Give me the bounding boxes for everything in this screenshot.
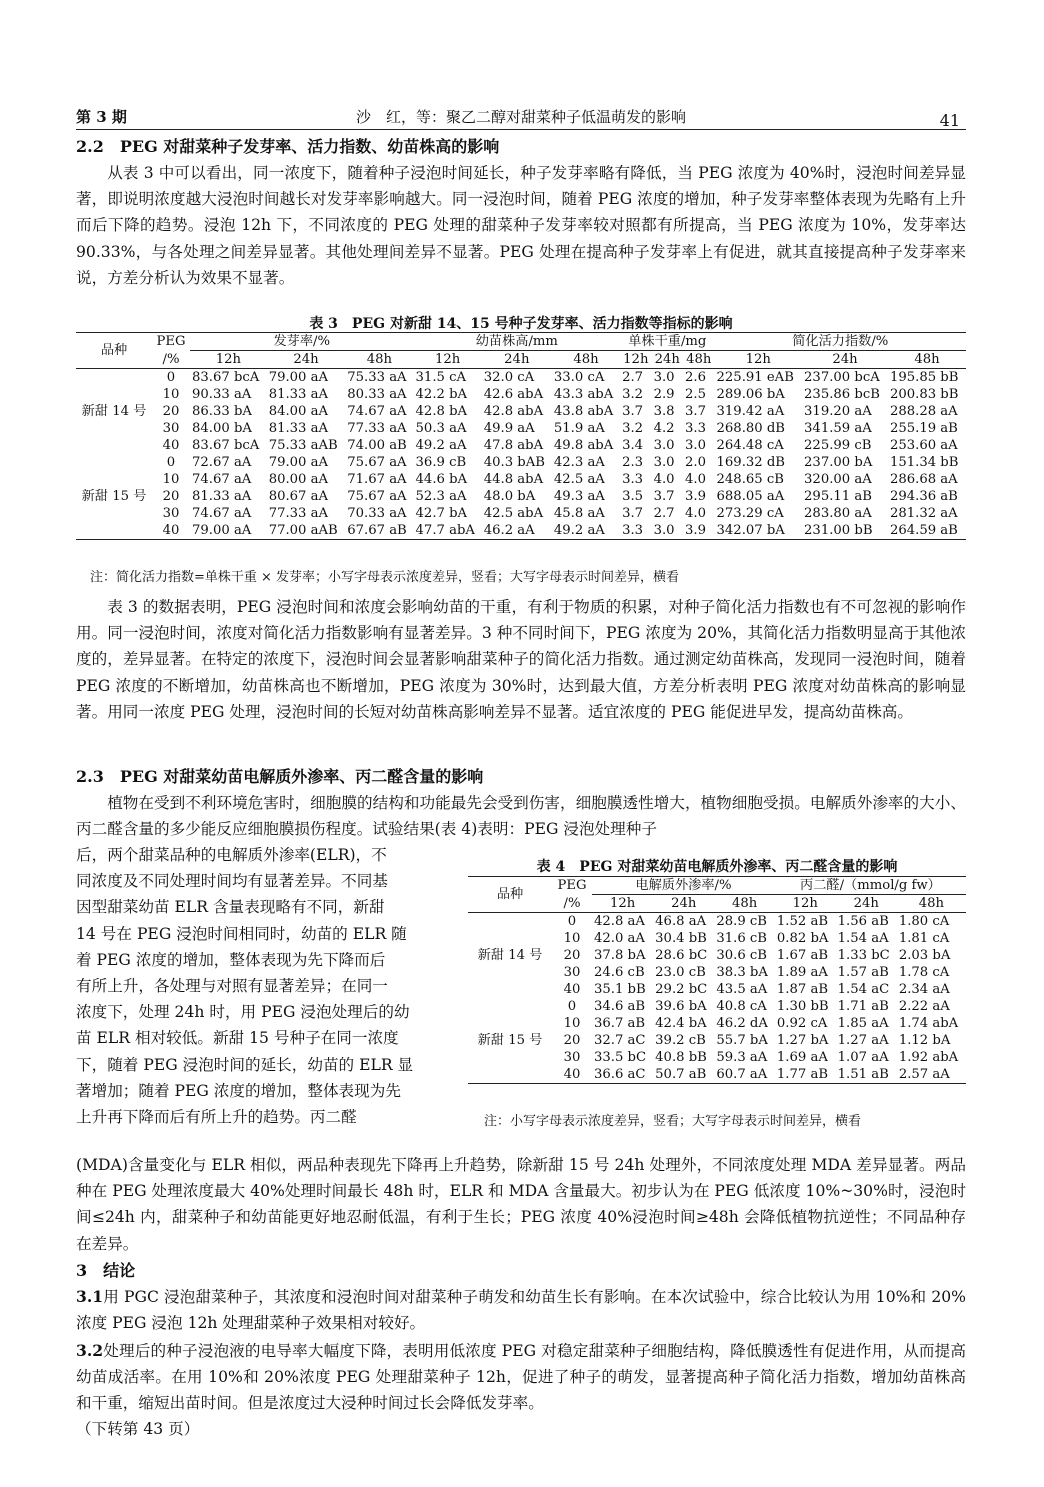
t4-cell: 0	[567, 914, 577, 929]
t3-cell: 3.5	[622, 489, 644, 504]
conclusion-3-1-number: 3.1	[76, 1287, 104, 1306]
t3-cell: 44.6 bA	[415, 472, 468, 487]
t4-cell: 1.27 aA	[837, 1033, 889, 1048]
t3-cell: 52.3 aA	[415, 489, 467, 504]
t3-cell: 47.8 abA	[483, 438, 544, 453]
t3-cell: 80.00 aA	[268, 472, 329, 487]
t4-cell: 36.6 aC	[594, 1067, 646, 1082]
t3-cell: 77.33 aA	[268, 506, 329, 521]
t3-cell: 3.2	[622, 421, 644, 436]
t3-cell: 4.0	[685, 472, 707, 487]
t4-time: 48h	[918, 896, 945, 911]
conclusion-3-1-text: 用 PGC 浸泡甜菜种子，其浓度和浸泡时间对甜菜种子萌发和幼苗生长有影响。在本次试验中，综合比较认为用 10%和 20%浓度 PEG 浸泡 12h 处理甜菜种子效果相对较好。	[76, 1288, 966, 1333]
t3-cell: 36.9 cB	[415, 455, 467, 470]
side-column-line: 后，两个甜菜品种的电解质外渗率(ELR)，不	[76, 846, 387, 864]
t4-time: 48h	[731, 896, 758, 911]
t3-cell: 42.8 abA	[483, 404, 544, 419]
t3-cell: 42.5 aA	[553, 472, 605, 487]
side-column-line: 著增加；随着 PEG 浓度的增加，整体表现为先	[76, 1081, 401, 1100]
t4-cell: 0.92 cA	[776, 1016, 828, 1031]
t3-cell: 3.9	[685, 523, 707, 538]
side-column-line: 因型甜菜幼苗 ELR 含量表现略有不同，新甜	[76, 898, 385, 917]
table-3-note: 注：简化活力指数=单株干重 × 发芽率；小写字母表示浓度差异，竖看；大写字母表示时间差异，横看	[90, 570, 680, 585]
t3-row	[76, 488, 966, 505]
t3-col-peg: PEG	[156, 333, 186, 349]
t3-variety-cell: 新甜 15 号	[81, 489, 147, 504]
t3-time: 12h	[215, 352, 241, 367]
t4-cell: 2.22 aA	[898, 999, 950, 1014]
t4-cell: 1.30 bB	[776, 999, 829, 1014]
t4-cell: 42.0 aA	[594, 931, 645, 946]
t3-cell: 67.67 aB	[347, 523, 407, 538]
t3-cell: 32.0 cA	[483, 370, 535, 385]
t3-cell: 40.3 bAB	[483, 455, 545, 470]
t3-cell: 74.67 aA	[347, 404, 407, 419]
t3-cell: 225.99 cB	[804, 438, 872, 453]
t4-cell: 30	[563, 1050, 581, 1065]
t4-cell: 1.92 abA	[898, 1050, 959, 1065]
t4-cell: 39.2 cB	[655, 1033, 706, 1048]
t3-cell: 42.6 abA	[483, 387, 544, 402]
t3-cell: 42.8 bA	[415, 404, 468, 419]
t4-cell: 1.52 aB	[776, 914, 829, 929]
t4-cell: 38.3 bA	[716, 965, 768, 980]
t3-row	[76, 437, 966, 454]
t3-cell: 83.67 bcA	[192, 438, 260, 453]
t3-cell: 49.8 abA	[553, 438, 614, 453]
t3-cell: 3.3	[622, 523, 644, 538]
t3-cell: 2.0	[685, 455, 707, 470]
running-title: 沙 红，等：聚乙二醇对甜菜种子低温萌发的影响	[355, 108, 686, 126]
t3-cell: 3.9	[685, 489, 707, 504]
t3-cell: 3.0	[685, 438, 707, 453]
t4-cell: 46.2 dA	[716, 1016, 768, 1031]
t4-group-elr: 电解质外渗率/%	[592, 877, 775, 895]
t4-cell: 29.2 bC	[655, 982, 708, 997]
t3-cell: 0	[166, 455, 176, 470]
t3-cell: 75.67 aA	[347, 455, 407, 470]
t3-cell: 31.5 cA	[415, 370, 467, 385]
t3-cell: 80.33 aA	[347, 387, 407, 402]
t3-row	[76, 471, 966, 488]
t3-cell: 43.8 abA	[553, 404, 614, 419]
t3-time: 48h	[914, 352, 940, 367]
table-3	[76, 332, 966, 540]
t3-time: 12h	[623, 352, 649, 367]
t3-row	[76, 420, 966, 437]
t3-cell: 79.00 aA	[268, 455, 329, 470]
t3-cell: 264.59 aB	[889, 523, 958, 538]
side-column-line: 上升再下降而后有所上升的趋势。丙二醛	[76, 1108, 357, 1127]
section-2-2-paragraph-2: 表 3 的数据表明，PEG 浸泡时间和浓度会影响幼苗的干重，有利于物质的积累，对种子简化活力指数也有不可忽视的影响作用。同一浸泡时间，浓度对简化活力指数影响有显著差异。3 种不同时间下，PEG 浓度为 20%，其简化活力指数明显高于其他浓度的，差异显著。在特定的浓度下，浸泡时间会显著影响甜菜种子的简化活力指数。通过测定幼苗株高，发现同一浸泡时间，随着 PEG 浓度的不断增加，幼苗株高也不断增加，PEG 浓度为 30%时，达到最大值，方差分析表明 PEG 浓度对幼苗株高的影响显著。用同一浓度 PEG 处理，浸泡时间的长短对幼苗株高影响差异不显著。适宜浓度的 PEG 能促进早发，提高幼苗株高。	[76, 598, 966, 721]
t3-cell: 4.0	[685, 506, 707, 521]
t3-cell: 47.7 abA	[415, 523, 475, 538]
t3-cell: 235.86 bcB	[804, 387, 880, 402]
section-2-2-paragraph-1: 从表 3 中可以看出，同一浓度下，随着种子浸泡时间延长，种子发芽率略有降低，当 PEG 浓度为 40%时，浸泡时间差异显著，即说明浓度越大浸泡时间越长对发芽率影响越大。同一浸泡时间，随着 PEG 浓度的增加，种子发芽率整体表现为先略有上升而后下降的趋势。浸泡 12h 下，不同浓度的 PEG 处理的甜菜种子发芽率较对照都有所提高，当 PEG 浓度为 10%，发芽率达 90.33%，与各处理之间差异显著。其他处理间差异不显著。PEG 处理在提高种子发芽率上有促进，就其直接提高种子发芽率来说，方差分析认为效果不显著。	[76, 164, 966, 287]
t3-cell: 81.33 aA	[268, 421, 329, 436]
t3-group-dryweight: 单株干重/mg	[620, 333, 714, 351]
t4-cell: 50.7 aB	[655, 1067, 707, 1082]
t4-time: 24h	[853, 896, 879, 911]
t3-cell: 342.07 bA	[716, 523, 785, 538]
t3-cell: 3.7	[685, 404, 707, 419]
t4-cell: 1.77 aB	[776, 1067, 829, 1082]
t4-cell: 1.87 aB	[776, 982, 829, 997]
t3-cell: 30	[162, 421, 180, 436]
t3-cell: 3.8	[653, 404, 675, 419]
t4-variety-cell: 新甜 14 号	[477, 948, 543, 963]
t3-cell: 3.0	[653, 455, 675, 470]
t3-cell: 45.8 aA	[553, 506, 605, 521]
t3-cell: 49.9 aA	[483, 421, 535, 436]
t4-cell: 33.5 bC	[594, 1050, 647, 1065]
t3-cell: 48.0 bA	[483, 489, 536, 504]
t4-cell: 39.6 bA	[655, 999, 707, 1014]
section-2-3-paragraph-1: 植物在受到不利环境危害时，细胞膜的结构和功能最先会受到伤害，细胞膜透性增大，植物细胞受损。电解质外渗率的大小、丙二醛含量的多少能反应细胞膜损伤程度。试验结果(表 4)表明：PEG 浸泡处理种子	[76, 794, 966, 839]
t3-cell: 3.7	[653, 489, 675, 504]
t4-cell: 40.8 bB	[655, 1050, 707, 1065]
t3-cell: 84.00 aA	[268, 404, 329, 419]
t3-group-vigor: 简化活力指数/%	[715, 333, 966, 351]
t3-cell: 200.83 bB	[889, 387, 959, 402]
t3-cell: 225.91 eAB	[716, 370, 794, 385]
t3-cell: 169.32 dB	[716, 455, 785, 470]
side-column-line: 浓度下，处理 24h 时，用 PEG 浸泡处理后的幼	[76, 1003, 410, 1022]
continued-note: （下转第 43 页）	[76, 1420, 200, 1438]
t3-cell: 72.67 aA	[192, 455, 252, 470]
t3-row	[76, 386, 966, 403]
t4-cell: 1.71 aB	[837, 999, 889, 1014]
t3-cell: 248.65 cB	[716, 472, 784, 487]
t3-cell: 319.20 aA	[804, 404, 872, 419]
t4-cell: 31.6 cB	[716, 931, 767, 946]
t3-cell: 74.00 aB	[347, 438, 407, 453]
t3-cell: 40	[162, 438, 180, 453]
t4-cell: 30	[563, 965, 581, 980]
t3-cell: 2.5	[685, 387, 707, 402]
t3-cell: 3.7	[622, 506, 644, 521]
t4-cell: 1.69 aA	[776, 1050, 828, 1065]
t4-cell: 1.51 aB	[837, 1067, 889, 1082]
t4-cell: 36.7 aB	[594, 1016, 646, 1031]
t3-cell: 83.67 bcA	[192, 370, 260, 385]
t3-variety-cell: 新甜 14 号	[81, 404, 147, 419]
t3-cell: 43.3 abA	[553, 387, 614, 402]
t3-cell: 79.00 aA	[268, 370, 329, 385]
t3-cell: 319.42 aA	[716, 404, 785, 419]
table-4-note: 注：小写字母表示浓度差异，竖看；大写字母表示时间差异，横看	[484, 1114, 862, 1129]
t3-col-variety: 品种	[100, 343, 128, 358]
t4-cell: 10	[563, 1016, 581, 1031]
t3-cell: 2.7	[653, 506, 675, 521]
t3-cell: 2.9	[653, 387, 675, 402]
t3-col-peg-unit: /%	[162, 351, 180, 367]
t3-cell: 3.0	[653, 370, 675, 385]
t3-time: 12h	[435, 352, 461, 367]
t4-time: 12h	[792, 896, 818, 911]
t3-cell: 71.67 aA	[347, 472, 407, 487]
t3-cell: 81.33 aA	[192, 489, 252, 504]
t3-cell: 3.0	[653, 523, 675, 538]
t3-cell: 273.29 cA	[716, 506, 784, 521]
t4-cell: 55.7 bA	[716, 1033, 768, 1048]
t4-cell: 35.1 bB	[594, 982, 646, 997]
t4-col-peg-unit: /%	[563, 895, 581, 911]
t4-cell: 20	[563, 1033, 581, 1048]
t3-cell: 77.00 aAB	[268, 523, 338, 538]
t4-time: 12h	[609, 896, 636, 911]
t3-row	[76, 369, 966, 387]
t3-cell: 289.06 bA	[716, 387, 785, 402]
t3-cell: 3.3	[685, 421, 707, 436]
t4-cell: 1.12 bA	[898, 1033, 951, 1048]
t3-cell: 3.2	[622, 387, 644, 402]
section-2-3-heading: 2.3 PEG 对甜菜幼苗电解质外渗率、丙二醛含量的影响	[76, 767, 484, 786]
t4-cell: 28.9 cB	[716, 914, 767, 929]
t4-cell: 2.03 bA	[898, 948, 951, 963]
t3-cell: 10	[162, 387, 180, 402]
t4-cell: 30.6 cB	[716, 948, 767, 963]
t3-cell: 288.28 aA	[889, 404, 958, 419]
t4-cell: 24.6 cB	[594, 965, 645, 980]
t3-cell: 253.60 aA	[889, 438, 958, 453]
t3-cell: 70.33 aA	[347, 506, 407, 521]
t3-cell: 231.00 bB	[804, 523, 873, 538]
t4-col-peg: PEG	[557, 877, 587, 893]
t4-col-variety: 品种	[496, 887, 524, 902]
t3-cell: 237.00 bA	[804, 455, 873, 470]
t3-row	[76, 454, 966, 471]
t3-cell: 86.33 bA	[192, 404, 252, 419]
t4-row	[468, 998, 966, 1015]
t3-cell: 2.3	[622, 455, 644, 470]
t3-cell: 3.3	[622, 472, 644, 487]
t4-cell: 1.67 aB	[776, 948, 829, 963]
t3-cell: 74.67 aA	[192, 472, 252, 487]
t3-cell: 688.05 aA	[716, 489, 785, 504]
t3-cell: 283.80 aA	[804, 506, 872, 521]
side-column-line: 下，随着 PEG 浸泡时间的延长，幼苗的 ELR 显	[76, 1055, 414, 1074]
t4-cell: 37.8 bA	[594, 948, 646, 963]
t3-row	[76, 522, 966, 540]
t3-cell: 46.2 aA	[483, 523, 535, 538]
t3-cell: 2.6	[685, 370, 707, 385]
t4-cell: 1.07 aA	[837, 1050, 889, 1065]
t4-row	[468, 913, 966, 931]
t3-cell: 341.59 aA	[804, 421, 872, 436]
table-4	[468, 876, 966, 1084]
t3-cell: 3.0	[653, 438, 675, 453]
t4-cell: 1.89 aA	[776, 965, 828, 980]
t3-cell: 74.67 aA	[192, 506, 252, 521]
t4-variety-cell: 新甜 15 号	[477, 1033, 543, 1048]
t3-time: 48h	[573, 352, 599, 367]
t4-time: 24h	[671, 896, 697, 911]
t4-cell: 1.54 aA	[837, 931, 889, 946]
t3-group-germination: 发芽率/%	[190, 333, 414, 351]
t3-cell: 42.5 abA	[483, 506, 544, 521]
t3-cell: 40	[162, 523, 180, 538]
t4-cell: 28.6 bC	[655, 948, 708, 963]
t4-cell: 10	[563, 931, 581, 946]
t3-cell: 81.33 aA	[268, 387, 329, 402]
t4-group-mda: 丙二醛/（mmol/g fw）	[775, 877, 966, 895]
t3-cell: 42.7 bA	[415, 506, 468, 521]
t4-cell: 30.4 bB	[655, 931, 707, 946]
t3-cell: 75.33 aAB	[268, 438, 338, 453]
t3-cell: 4.0	[653, 472, 675, 487]
t3-cell: 0	[166, 370, 176, 385]
t3-time: 48h	[686, 352, 712, 367]
t3-cell: 320.00 aA	[804, 472, 872, 487]
t4-cell: 34.6 aB	[594, 999, 646, 1014]
t3-cell: 75.67 aA	[347, 489, 407, 504]
t3-cell: 3.4	[622, 438, 644, 453]
side-column-line: 同浓度及不同处理时间均有显著差异。不同基	[76, 872, 388, 891]
t3-cell: 75.33 aA	[347, 370, 407, 385]
t3-cell: 281.32 aA	[889, 506, 958, 521]
side-column-line: 苗 ELR 相对较低。新甜 15 号种子在同一浓度	[76, 1029, 399, 1048]
t3-row	[76, 505, 966, 522]
t3-cell: 51.9 aA	[553, 421, 605, 436]
t4-cell: 42.8 aA	[594, 914, 645, 929]
section-2-3-side-column	[76, 842, 451, 1130]
t3-cell: 3.7	[622, 404, 644, 419]
t3-time: 12h	[745, 352, 771, 367]
t3-cell: 237.00 bcA	[804, 370, 880, 385]
side-column-line: 14 号在 PEG 浸泡时间相同时，幼苗的 ELR 随	[76, 924, 407, 943]
t3-time: 48h	[366, 352, 393, 367]
t3-cell: 295.11 aB	[804, 489, 872, 504]
t4-cell: 43.5 aA	[716, 982, 768, 997]
t4-cell: 0	[567, 999, 577, 1014]
t4-cell: 1.80 cA	[898, 914, 950, 929]
t3-time: 24h	[832, 352, 858, 367]
t4-cell: 46.8 aA	[655, 914, 707, 929]
t3-time: 24h	[504, 352, 530, 367]
t4-cell: 1.27 bA	[776, 1033, 829, 1048]
section-2-3-paragraph-2: (MDA)含量变化与 ELR 相似，两品种表现先下降再上升趋势，除新甜 15 号 24h 处理外，不同浓度处理 MDA 差异显著。两品种在 PEG 处理浓度最大 40%处理时间最长 48h 时，ELR 和 MDA 含量最大。初步认为在 PEG 低浓度 10%~30%时，浸泡时间≤24h 内，甜菜种子和幼苗能更好地忍耐低温，有利于生长；PEG 浓度 40%浸泡时间≥48h 会降低植物抗逆性；不同品种存在差异。	[76, 1156, 966, 1253]
t4-cell: 20	[563, 948, 581, 963]
t3-cell: 42.2 bA	[415, 387, 468, 402]
t3-group-height: 幼苗株高/mm	[414, 333, 621, 351]
t4-cell: 40.8 cA	[716, 999, 767, 1014]
side-column-line: 有所上升，各处理与对照有显著差异；在同一	[76, 977, 388, 996]
t3-cell: 33.0 cA	[553, 370, 605, 385]
t3-time: 24h	[654, 352, 680, 367]
t3-row	[76, 403, 966, 420]
t3-time: 24h	[293, 352, 319, 367]
t3-cell: 49.2 aA	[415, 438, 467, 453]
t4-cell: 60.7 aA	[716, 1067, 768, 1082]
t4-cell: 2.57 aA	[898, 1067, 950, 1082]
running-header	[76, 103, 966, 130]
t4-cell: 1.54 aC	[837, 982, 890, 997]
t4-cell: 1.78 cA	[898, 965, 950, 980]
t3-cell: 255.19 aB	[889, 421, 958, 436]
t4-cell: 40	[563, 1067, 581, 1082]
t4-cell: 1.57 aB	[837, 965, 889, 980]
t3-cell: 30	[162, 506, 180, 521]
t4-cell: 1.81 cA	[898, 931, 950, 946]
t3-cell: 20	[162, 404, 180, 419]
t3-cell: 268.80 dB	[716, 421, 785, 436]
t4-cell: 42.4 bA	[655, 1016, 707, 1031]
t3-cell: 49.3 aA	[553, 489, 605, 504]
t3-cell: 195.85 bB	[889, 370, 959, 385]
t3-cell: 80.67 aA	[268, 489, 329, 504]
t4-cell: 1.56 aB	[837, 914, 889, 929]
issue-label: 第 3 期	[76, 108, 127, 126]
table-4-caption: 表 4 PEG 对甜菜幼苗电解质外渗率、丙二醛含量的影响	[536, 859, 898, 875]
conclusion-3-1	[76, 1284, 966, 1336]
t3-cell: 90.33 aA	[192, 387, 252, 402]
t3-cell: 77.33 aA	[347, 421, 407, 436]
t4-cell: 59.3 aA	[716, 1050, 768, 1065]
t4-cell: 23.0 cB	[655, 965, 706, 980]
t3-cell: 20	[162, 489, 180, 504]
t4-cell: 2.34 aA	[898, 982, 950, 997]
t3-cell: 50.3 aA	[415, 421, 467, 436]
t3-cell: 42.3 aA	[553, 455, 605, 470]
t4-cell: 1.85 aA	[837, 1016, 889, 1031]
conclusion-3-2-text: 处理后的种子浸泡液的电导率大幅度下降，表明用低浓度 PEG 对稳定甜菜种子细胞结构，降低膜透性有促进作用，从而提高幼苗成活率。在用 10%和 20%浓度 PEG 处理甜菜种子 12h，促进了种子的萌发，显著提高种子简化活力指数，增加幼苗株高和干重，缩短出苗时间。但是浓度过大浸种时间过长会降低发芽率。	[76, 1342, 966, 1413]
t3-cell: 10	[162, 472, 180, 487]
conclusion-3-2	[76, 1338, 966, 1417]
t3-cell: 286.68 aA	[889, 472, 958, 487]
t3-cell: 84.00 bA	[192, 421, 252, 436]
t3-cell: 79.00 aA	[192, 523, 252, 538]
t3-cell: 294.36 aB	[889, 489, 958, 504]
section-2-2-heading: 2.2 PEG 对甜菜种子发芽率、活力指数、幼苗株高的影响	[76, 137, 500, 156]
t4-cell: 40	[563, 982, 581, 997]
t3-cell: 151.34 bB	[889, 455, 959, 470]
t3-cell: 264.48 cA	[716, 438, 784, 453]
t4-cell: 1.33 bC	[837, 948, 890, 963]
page-number: 41	[939, 111, 960, 130]
t3-cell: 2.7	[622, 370, 644, 385]
t3-cell: 49.2 aA	[553, 523, 605, 538]
t3-cell: 4.2	[653, 421, 675, 436]
t3-cell: 44.8 abA	[483, 472, 544, 487]
t4-cell: 0.82 bA	[776, 931, 829, 946]
t4-cell: 1.74 abA	[898, 1016, 959, 1031]
conclusion-3-2-number: 3.2	[76, 1341, 104, 1360]
table-3-caption: 表 3 PEG 对新甜 14、15 号种子发芽率、活力指数等指标的影响	[309, 316, 733, 332]
t4-cell: 32.7 aC	[594, 1033, 646, 1048]
side-column-line: 着 PEG 浓度的增加，整体表现为先下降而后	[76, 950, 386, 969]
section-3-heading: 3 结论	[76, 1261, 136, 1280]
